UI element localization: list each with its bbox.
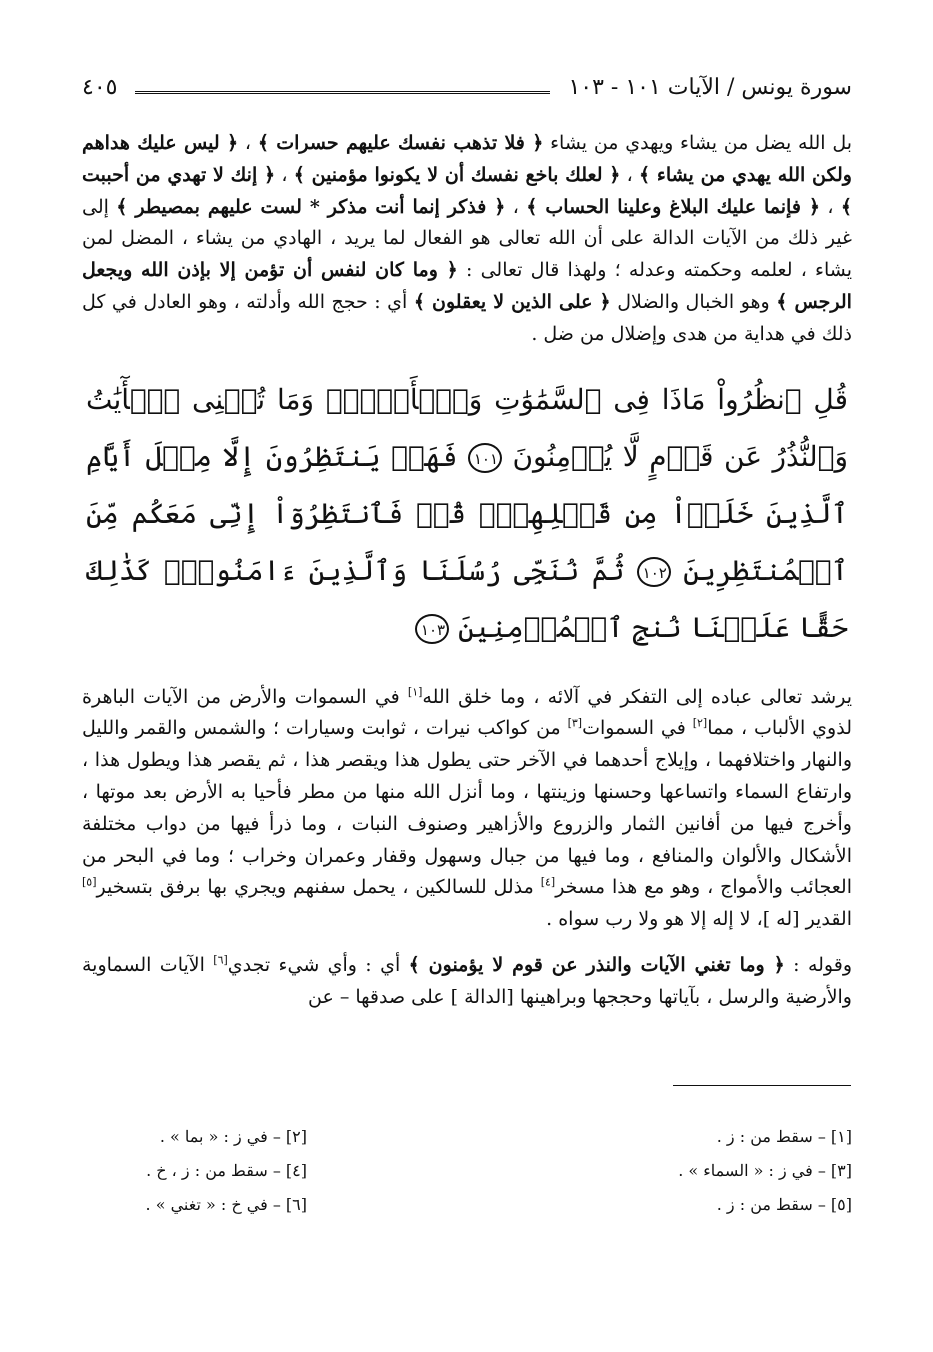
verse-103: ثُمَّ نُنَجِّى رُسُلَنَا وَٱلَّذِينَ ءَامَنُواْۚ كَذَٰلِكَ حَقًّا عَلَيۡنَا نُنجِ ٱلۡمُؤۡمِنِينَ — [86, 553, 848, 644]
text-run: وقوله : — [784, 953, 852, 976]
header-rule — [135, 91, 550, 94]
verse-102: فَهَلۡ يَنتَظِرُونَ إِلَّا مِثۡلَ أَيَّامِ ٱلَّذِينَ خَلَوۡاْ مِن قَبۡلِهِمۡۚ قُلۡ فَٱنتَظِرُوٓاْ إِنِّى مَعَكُم مِّنَ ٱلۡمُنتَظِرِينَ — [86, 439, 848, 587]
quoted-verse: ﴿ فلا تذهب نفسك عليهم حسرات ﴾ — [257, 132, 544, 154]
page-header — [82, 70, 852, 104]
page-number: ٤٠٥ — [82, 74, 118, 100]
text-run: ، — [620, 163, 639, 186]
text-run: إلى غير ذلك من الآيات الدالة على أن الله تعالى هو الفعال لما يريد ، الهادي من يشاء ، المضل لمن يشاء ، لعلمه وحكمته وعدله ؛ ولهذا قال تعالى : — [82, 195, 852, 282]
quoted-verse: ﴿ لعلك باخع نفسك أن لا يكونوا مؤمنين ﴾ — [293, 163, 621, 186]
footnote-ref: [٥] — [82, 876, 97, 890]
quoted-verse: ﴿ فإنما عليك البلاغ وعلينا الحساب ﴾ — [526, 195, 820, 218]
running-title: سورة يونس / الآيات ١٠١ - ١٠٣ — [568, 74, 852, 100]
footnote-ref: [٣] — [567, 717, 583, 731]
main-text — [82, 128, 852, 1014]
verse-number-101: ١٠١ — [468, 443, 502, 473]
verse-number-102: ١٠٢ — [637, 557, 671, 587]
text-run: ، — [238, 132, 258, 154]
footnote-separator — [673, 1085, 851, 1086]
footnote-ref: [١] — [407, 685, 423, 699]
text-run: مذلل للسالكين ، يحمل سفنهم ويجري بها برفق بتسخير — [96, 876, 541, 899]
text-run: في السموات والأرض من الآيات الباهرة لذوي الألباب ، مما — [82, 685, 852, 740]
footnote-4: [٤] – سقط من : ز ، خ . — [146, 1161, 307, 1180]
quoted-verse: ﴿ وما كان لنفس أن تؤمن إلا بإذن الله ويجعل الرجس ﴾ — [82, 259, 852, 313]
paragraph-intro — [82, 128, 852, 351]
footnote-1: [١] – سقط من : ز . — [716, 1127, 852, 1146]
footnote-5: [٥] – سقط من : ز . — [716, 1195, 852, 1214]
text-run: يرشد تعالى عباده إلى التفكر في آلائه ، وما خلق الله — [422, 685, 852, 708]
quoted-verse: ﴿ على الذين لا يعقلون ﴾ — [413, 290, 611, 313]
text-run: وهو الخبال والضلال — [610, 290, 777, 313]
verse-101: قُلِ ٱنظُرُواْ مَاذَا فِى ٱلسَّمَٰوَٰتِ وَٱلۡأَرۡضِۚ وَمَا تُغۡنِى ٱلۡأٓيَٰتُ وَٱلنُّذُرُ عَن قَوۡمٍ لَّا يُؤۡمِنُونَ — [86, 382, 849, 473]
text-run: الآيات السماوية والأرضية والرسل ، بآياتها وحججها وبراهينها [الدالة ] على صدقها – عن — [82, 953, 852, 1008]
footnote-ref: [٢] — [692, 717, 708, 731]
quoted-verse: ﴿ فذكر إنما أنت مذكر * لست عليهم بمصيطر ﴾ — [116, 195, 506, 218]
footnote-3: [٣] – في ز : « السماء » . — [678, 1161, 852, 1180]
paragraph-commentary — [82, 682, 852, 936]
verse-number-103: ١٠٣ — [415, 614, 449, 644]
footnotes — [82, 1124, 852, 1218]
text-run: أي : حجج الله وأدلته ، وهو العادل في كل ذلك في هداية من هدى وإضلال من ضل . — [82, 290, 852, 345]
text-run: ، — [275, 163, 294, 186]
quran-verses — [86, 371, 848, 656]
text-run: في السموات — [582, 717, 693, 740]
footnote-2: [٢] – في ز : « بما » . — [159, 1127, 307, 1146]
paragraph-explanation — [82, 950, 852, 1014]
footnote-ref: [٤] — [540, 876, 556, 890]
text-run: أي : وأي شيء تجدي — [227, 953, 409, 976]
text-run: ، — [819, 195, 841, 218]
quoted-verse: ﴿ إنك لا تهدي من أحببت ﴾ — [82, 163, 852, 218]
text-run: بل الله يضل من يشاء ويهدي من يشاء — [543, 132, 852, 154]
quoted-verse: ﴿ ليس عليك هداهم ولكن الله يهدي من يشاء ﴾ — [82, 132, 852, 186]
quoted-verse: ﴿ وما تغني الآيات والنذر عن قوم لا يؤمنون ﴾ — [408, 953, 785, 976]
footnote-6: [٦] – في خ : « تغني » . — [145, 1195, 307, 1214]
footnote-ref: [٦] — [213, 953, 228, 967]
text-run: القدير [له ]، لا إله إلا هو ولا رب سواه . — [546, 908, 852, 931]
text-run: ، — [505, 195, 527, 218]
text-run: من كواكب نيرات ، ثوابت وسيارات ؛ والشمس والقمر والليل والنهار واختلافهما ، وإيلاج أحدهما في الآخر حتى يطول هذا ويقصر هذا ، ثم يقصر هذا ويطول هذا ، وارتفاع السماء واتساعها وحسنها وزينتها ، وما أنزل الله منها من مطر فأحيا به الأرض بعد موتها ، وأخرج فيها من أفانين الثمار والزروع والأزاهير وصنوف النبات ، وما ذرأ فيها من دواب مختلفة الأشكال والألوان والمنافع ، وما فيها من جبال وسهول وقفار وعمران وخراب ؛ وما في البحر من العجائب والأمواج ، وهو مع هذا مسخر — [82, 717, 853, 899]
